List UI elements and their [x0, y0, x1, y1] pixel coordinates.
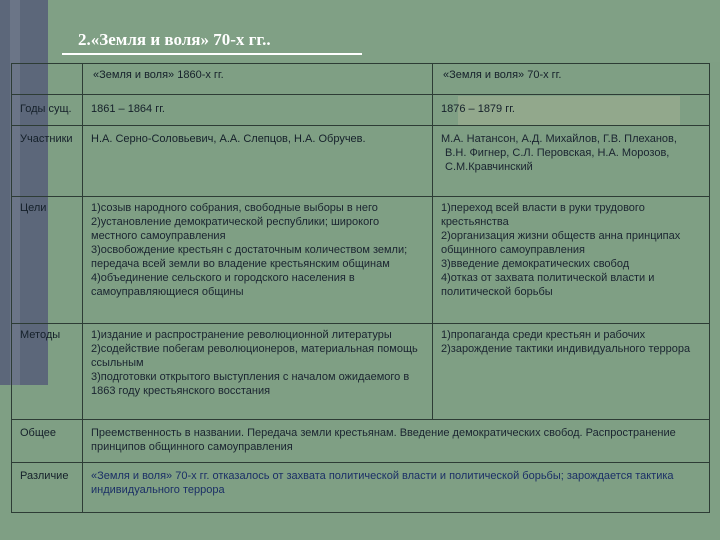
row-label: Годы сущ.: [12, 95, 83, 126]
row-label: Цели: [12, 197, 83, 324]
cell-line: 2)содействие побегам революционеров, материальная помощь ссыльным: [91, 343, 418, 369]
cell-line: 1)издание и распространение революционной литературы: [91, 329, 392, 341]
row-label: Участники: [12, 126, 83, 197]
cell-1870s: [433, 324, 710, 420]
cell-1860s: [83, 324, 433, 420]
table-header-row: [12, 64, 710, 95]
cell-line: В.Н. Фигнер, С.Л. Перовская, Н.А. Морозов, С.М.Кравчинский: [445, 147, 670, 173]
header-cell-1870s: «Земля и воля» 70-х гг.: [433, 64, 710, 95]
cell-line: 2)организация жизни обществ анна принципах общинного самоуправления: [441, 230, 681, 256]
table-row: [12, 324, 710, 420]
table-row: [12, 420, 710, 463]
cell-line: 1876 – 1879 гг.: [441, 103, 515, 115]
cell-line: 3)освобождение крестьян с достаточным количеством земли; передача всей земли во владение крестьянским общинам: [91, 244, 408, 270]
cell-line: 2)установление демократической республики; широкого местного самоуправления: [91, 216, 380, 242]
cell-span: [83, 463, 710, 513]
cell-line: 1)переход всей власти в руки трудового крестьянства: [441, 202, 645, 228]
title-underline: [62, 53, 362, 55]
cell-line: 3)введение демократических свобод: [441, 258, 630, 270]
cell-line: 2)зарождение тактики индивидуального террора: [441, 343, 691, 355]
row-label: Различие: [12, 463, 83, 513]
slide-title: 2.«Земля и воля» 70-х гг..: [78, 30, 271, 49]
header-cell-1860s: «Земля и воля» 1860-х гг.: [83, 64, 433, 95]
cell-line: Н.А. Серно-Соловьевич, А.А. Слепцов, Н.А. Обручев.: [91, 133, 366, 145]
cell-line: 1)пропаганда среди крестьян и рабочих: [441, 329, 646, 341]
cell-1860s: [83, 95, 433, 126]
cell-line: 4)отказ от захвата политической власти и политической борьбы: [441, 272, 655, 298]
table-row: [12, 126, 710, 197]
cell-line: 4)объединение сельского и городского населения в самоуправляющиеся общины: [91, 272, 355, 298]
cell-1860s: [83, 126, 433, 197]
cell-1870s: [433, 197, 710, 324]
cell-line: Преемственность в названии. Передача земли крестьянам. Введение демократических свобод. Распространение принципов общинного самоуправления: [91, 427, 676, 453]
row-label: Общее: [12, 420, 83, 463]
row-label: Методы: [12, 324, 83, 420]
cell-1870s: [433, 95, 710, 126]
cell-line: 3)подготовки открытого выступления с началом ожидаемого в 1863 году крестьянского восстания: [91, 371, 410, 397]
comparison-table: [11, 63, 710, 513]
cell-line: 1)созыв народного собрания, свободные выборы в него: [91, 202, 378, 214]
cell-line: «Земля и воля» 70-х гг. отказалось от захвата политической власти и политической борьбы; зарождается тактика индивидуального террора: [91, 470, 674, 496]
cell-line: 1861 – 1864 гг.: [91, 103, 165, 115]
cell-span: [83, 420, 710, 463]
cell-line: М.А. Натансон, А.Д. Михайлов, Г.В. Плеханов,: [441, 133, 677, 145]
table-row: [12, 197, 710, 324]
cell-1870s: [433, 126, 710, 197]
table-row: [12, 463, 710, 513]
cell-1860s: [83, 197, 433, 324]
header-cell-empty: [12, 64, 83, 95]
table-row: [12, 95, 710, 126]
